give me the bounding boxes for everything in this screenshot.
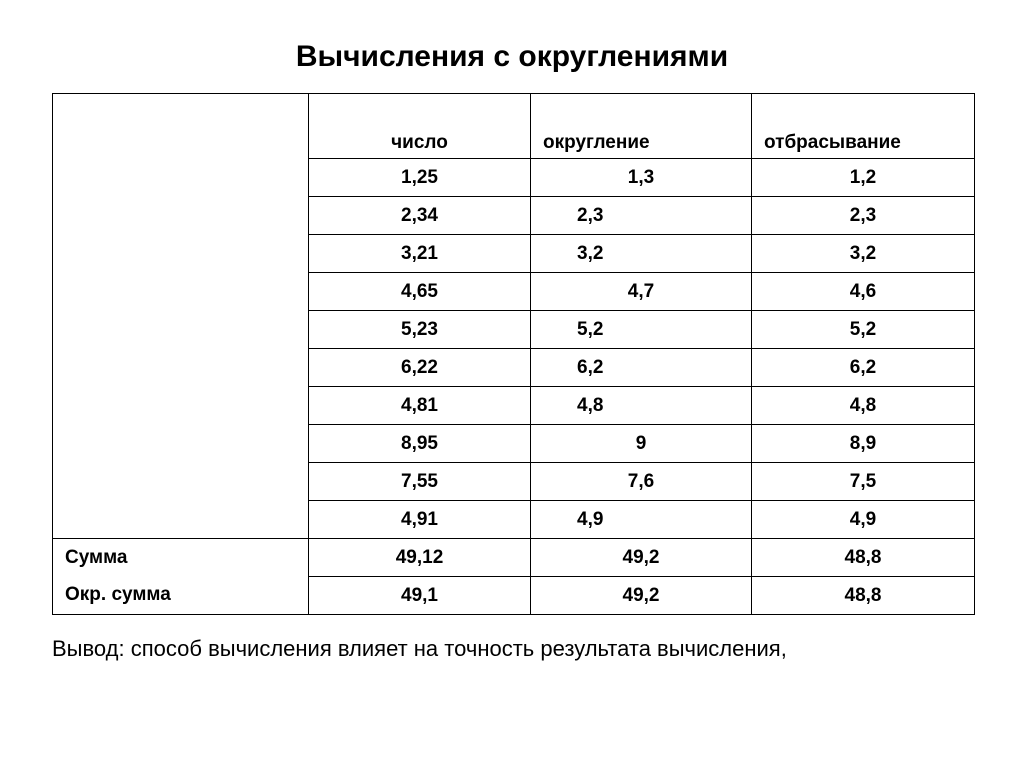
table-row (53, 235, 975, 273)
row-empty-cell (53, 159, 309, 197)
cell-rounded: 7,6 (531, 463, 752, 501)
cell-number: 6,22 (309, 349, 531, 387)
rounding-table (52, 93, 975, 615)
table-header-row (53, 94, 975, 159)
rounded-sum-row-rounded: 49,2 (531, 577, 752, 615)
table-row (53, 197, 975, 235)
cell-truncated: 2,3 (752, 197, 975, 235)
row-empty-cell (53, 235, 309, 273)
table-row (53, 349, 975, 387)
table-row (53, 387, 975, 425)
rounded-sum-row-number: 49,1 (309, 577, 531, 615)
cell-rounded: 9 (531, 425, 752, 463)
row-empty-cell (53, 501, 309, 539)
cell-rounded: 4,8 (531, 387, 752, 425)
table-body (53, 94, 975, 615)
table-row (53, 273, 975, 311)
cell-number: 5,23 (309, 311, 531, 349)
rounded-sum-row-truncated: 48,8 (752, 577, 975, 615)
cell-number: 1,25 (309, 159, 531, 197)
header-number: число (309, 94, 531, 159)
cell-truncated: 6,2 (752, 349, 975, 387)
row-empty-cell (53, 311, 309, 349)
cell-truncated: 1,2 (752, 159, 975, 197)
cell-truncated: 7,5 (752, 463, 975, 501)
page-title: Вычисления с округлениями (295, 40, 729, 73)
table-row (53, 425, 975, 463)
cell-truncated: 3,2 (752, 235, 975, 273)
cell-rounded: 6,2 (531, 349, 752, 387)
table-row (53, 159, 975, 197)
cell-truncated: 4,9 (752, 501, 975, 539)
cell-truncated: 4,6 (752, 273, 975, 311)
cell-number: 4,81 (309, 387, 531, 425)
row-empty-cell (53, 349, 309, 387)
cell-rounded: 4,9 (531, 501, 752, 539)
conclusion-text: Вывод: способ вычисления влияет на точность результата вычисления, (52, 636, 787, 661)
rounded-sum-row-label: Окр. сумма (53, 577, 309, 615)
cell-rounded: 3,2 (531, 235, 752, 273)
cell-number: 2,34 (309, 197, 531, 235)
sum-row (53, 539, 975, 577)
cell-rounded: 1,3 (531, 159, 752, 197)
cell-truncated: 8,9 (752, 425, 975, 463)
cell-rounded: 4,7 (531, 273, 752, 311)
row-empty-cell (53, 273, 309, 311)
cell-number: 3,21 (309, 235, 531, 273)
sum-row-rounded: 49,2 (531, 539, 752, 577)
cell-truncated: 4,8 (752, 387, 975, 425)
row-empty-cell (53, 387, 309, 425)
cell-number: 7,55 (309, 463, 531, 501)
cell-number: 8,95 (309, 425, 531, 463)
cell-rounded: 2,3 (531, 197, 752, 235)
header-rounding: округление (531, 94, 752, 159)
cell-rounded: 5,2 (531, 311, 752, 349)
row-empty-cell (53, 197, 309, 235)
table-row (53, 463, 975, 501)
row-empty-cell (53, 463, 309, 501)
table-row (53, 501, 975, 539)
header-empty-cell (53, 94, 309, 159)
row-empty-cell (53, 425, 309, 463)
table-row (53, 311, 975, 349)
cell-truncated: 5,2 (752, 311, 975, 349)
rounded-sum-row (53, 577, 975, 615)
sum-row-truncated: 48,8 (752, 539, 975, 577)
cell-number: 4,91 (309, 501, 531, 539)
sum-row-number: 49,12 (309, 539, 531, 577)
sum-row-label: Сумма (53, 539, 309, 577)
cell-number: 4,65 (309, 273, 531, 311)
header-truncation: отбрасывание (752, 94, 975, 159)
